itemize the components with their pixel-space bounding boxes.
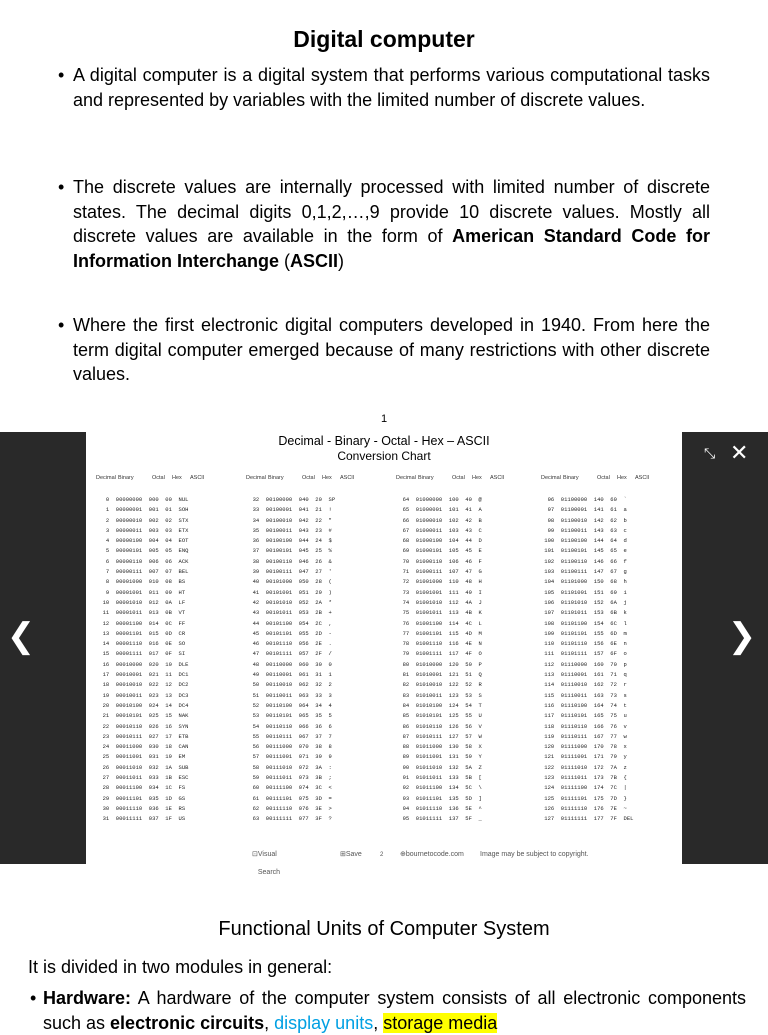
bullet-history: [58, 313, 710, 387]
bullet-dot: •: [58, 177, 65, 197]
save-button[interactable]: ⊞ Save: [340, 846, 346, 864]
storage-media-highlight: storage media: [383, 1012, 498, 1033]
chart-header: Decimal: [396, 475, 416, 481]
bullet-dot: •: [30, 988, 37, 1008]
source-label: bournetocode.com: [405, 851, 464, 858]
bullet-definition: [58, 63, 710, 112]
chart-header: ASCII: [340, 475, 355, 481]
chart-header: Hex: [617, 475, 627, 481]
page-title: Digital computer: [293, 26, 475, 52]
chart-header: Hex: [472, 475, 482, 481]
page-number-2: 2: [380, 852, 384, 858]
bullet-text-part: The discrete values are internally processed with limited number of discrete states. The decimal digits 0,1,2,…,9 provide 10 discrete values. Mostly all discrete values are available in the form of: [73, 177, 710, 246]
chart-header: Binary: [268, 475, 284, 481]
chart-header: Octal: [452, 475, 465, 481]
hardware-text: A hardware of the computer system consists of all electronic components such as: [43, 988, 746, 1033]
chart-column-block: 64 01000000 100 40 @ 65 01000001 101 41 A 66 01000010 102 42 B 67 01000011 103 43 C 68 01000100 104 44 D 69 01000101 105 45 E 70 01000110 106 46 F 71 01000111 107 47 G 72 01001000 110 48 H 73 01001001 111 49 I 74 01001010 112 4A J 75 01001011 113 4B K 76 01001100 114 4C L 77 01001101 115 4D M 78 01001110 116 4E N 79 01001111 117 4F O 80 01010000 120 50 P 81 01010001 121 51 Q 82 01010010 122 52 R 83 01010011 123 53 S 84 01010100 124 54 T 85 01010101 125 55 U 86 01010110 126 56 V 87 01010111 127 57 W 88 01011000 130 58 X 89 01011001 131 59 Y 90 01011010 132 5A Z 91 01011011 133 5B [ 92 01011100 134 5C \ 93 01011101 135 5D ] 94 01011110 136 5E ^ 95 01011111 137 5F _: [402, 496, 482, 823]
bullet-dot: •: [58, 315, 65, 335]
chart-header: ASCII: [490, 475, 505, 481]
copyright-notice: Image may be subject to copyright.: [480, 851, 589, 858]
save-label: Save: [345, 851, 362, 858]
display-units-link[interactable]: display units: [274, 1012, 374, 1033]
chart-header: Octal: [597, 475, 610, 481]
chart-header: Octal: [152, 475, 165, 481]
section-intro: It is divided in two modules in general:: [28, 957, 333, 977]
chart-subtitle: Conversion Chart: [337, 449, 431, 463]
hardware-label: Hardware:: [43, 988, 132, 1008]
ascii-full-name: American Standard Code for Information Interchange: [73, 226, 711, 271]
image-viewer: [0, 432, 768, 876]
comma: ,: [373, 1012, 384, 1033]
bullet-text: A digital computer is a digital system that performs various computational tasks and represented by variables with the limited number of discrete values.: [73, 65, 710, 110]
close-icon[interactable]: ✕: [730, 440, 749, 465]
chart-header: Hex: [172, 475, 182, 481]
paren-close: ): [338, 250, 345, 271]
chart-header: Binary: [563, 475, 579, 481]
chart-header: Octal: [302, 475, 315, 481]
ascii-chart-image: [86, 432, 682, 876]
chart-header: Decimal: [96, 475, 116, 481]
chart-header: Hex: [322, 475, 332, 481]
exit-fullscreen-icon[interactable]: ⤡: [704, 445, 716, 461]
chart-column-block: 32 00100000 040 20 SP 33 00100001 041 21 ! 34 00100010 042 22 " 35 00100011 043 23 # 36 00100100 044 24 $ 37 00100101 045 25 % 38 00100110 046 26 & 39 00100111 047 27 ' 40 00101000 050 28 ( 41 00101001 051 29 ) 42 00101010 052 2A * 43 00101011 053 2B + 44 00101100 054 2C , 45 00101101 055 2D - 46 00101110 056 2E . 47 00101111 057 2F / 48 00110000 060 30 0 49 00110001 061 31 1 50 00110010 062 32 2 51 00110011 063 33 3 52 00110100 064 34 4 53 00110101 065 35 5 54 00110110 066 36 6 55 00110111 067 37 7 56 00111000 070 38 8 57 00111001 071 39 9 58 00111010 072 3A : 59 00111011 073 3B ; 60 00111100 074 3C < 61 00111101 075 3D = 62 00111110 076 3E > 63 00111111 077 3F ?: [252, 496, 336, 823]
chart-header: Decimal: [541, 475, 561, 481]
bullet-hardware: [30, 986, 746, 1035]
chart-column-block: 0 00000000 000 00 NUL 1 00000001 001 01 SOH 2 00000010 002 02 STX 3 00000011 003 03 ETX 4 00000100 004 04 EOT 5 00000101 005 05 ENQ 6 00000110 006 06 ACK 7 00000111 007 07 BEL 8 00001000 010 08 BS 9 00001001 011 09 HT 10 00001010 012 0A LF 11 00001011 013 0B VT 12 00001100 014 0C FF 13 00001101 015 0D CR 14 00001110 016 0E SO 15 00001111 017 0F SI 16 00010000 020 10 DLE 17 00010001 021 11 DC1 18 00010010 022 12 DC2 19 00010011 023 13 DC3 20 00010100 024 14 DC4 21 00010101 025 15 NAK 22 00010110 026 16 SYN 23 00010111 027 17 ETB 24 00011000 030 18 CAN 25 00011001 031 19 EM 26 00011010 032 1A SUB 27 00011011 033 1B ESC 28 00011100 034 1C FS 29 00011101 035 1D GS 30 00011110 036 1E RS 31 00011111 037 1F US: [102, 496, 189, 823]
chart-header: ASCII: [190, 475, 205, 481]
electronic-circuits-term: electronic circuits: [110, 1012, 265, 1033]
source-link[interactable]: ⊕ bournetocode.com: [400, 846, 406, 864]
chart-title: Decimal - Binary - Octal - Hex – ASCII: [278, 434, 490, 448]
section-title: Functional Units of Computer System: [218, 918, 550, 940]
bullet-discrete-values: [58, 175, 710, 273]
bullet-text: [43, 986, 746, 1035]
chart-column-block: 96 01100000 140 60 ` 97 01100001 141 61 a 98 01100010 142 62 b 99 01100011 143 63 c 100 01100100 144 64 d 101 01100101 145 65 e 102 01100110 146 66 f 103 01100111 147 67 g 104 01101000 150 68 h 105 01101001 151 69 i 106 01101010 152 6A j 107 01101011 153 6B k 108 01101100 154 6C l 109 01101101 155 6D m 110 01101110 156 6E n 111 01101111 157 6F o 112 01110000 160 70 p 113 01110001 161 71 q 114 01110010 162 72 r 115 01110011 163 73 s 116 01110100 164 74 t 117 01110101 165 75 u 118 01110110 166 76 v 119 01110111 167 77 w 120 01111000 170 78 x 121 01111001 171 79 y 122 01111010 172 7A z 123 01111011 173 7B { 124 01111100 174 7C | 125 01111101 175 7D } 126 01111110 176 7E ~ 127 01111111 177 7F DEL: [544, 496, 634, 823]
chart-header: ASCII: [635, 475, 650, 481]
ascii-abbrev: ASCII: [290, 250, 339, 271]
comma: ,: [264, 1012, 275, 1033]
chart-header: Decimal: [246, 475, 266, 481]
paren-open: (: [279, 250, 291, 271]
chevron-right-icon[interactable]: ❯: [727, 617, 757, 655]
visual-search-label: Visual Search: [257, 851, 281, 876]
bullet-text: Where the first electronic digital computers developed in 1940. From here the term digital computer emerged because of many restrictions with other discrete values.: [73, 315, 710, 384]
page-number: 1: [380, 413, 388, 425]
chevron-left-icon[interactable]: ❮: [6, 617, 36, 655]
chart-header: Binary: [418, 475, 434, 481]
chart-header: Binary: [118, 475, 134, 481]
bullet-dot: •: [58, 65, 65, 85]
viewer-footer: [86, 846, 682, 876]
visual-search-button[interactable]: ⊡ Visual Search: [252, 846, 258, 864]
bullet-text: [73, 175, 710, 273]
